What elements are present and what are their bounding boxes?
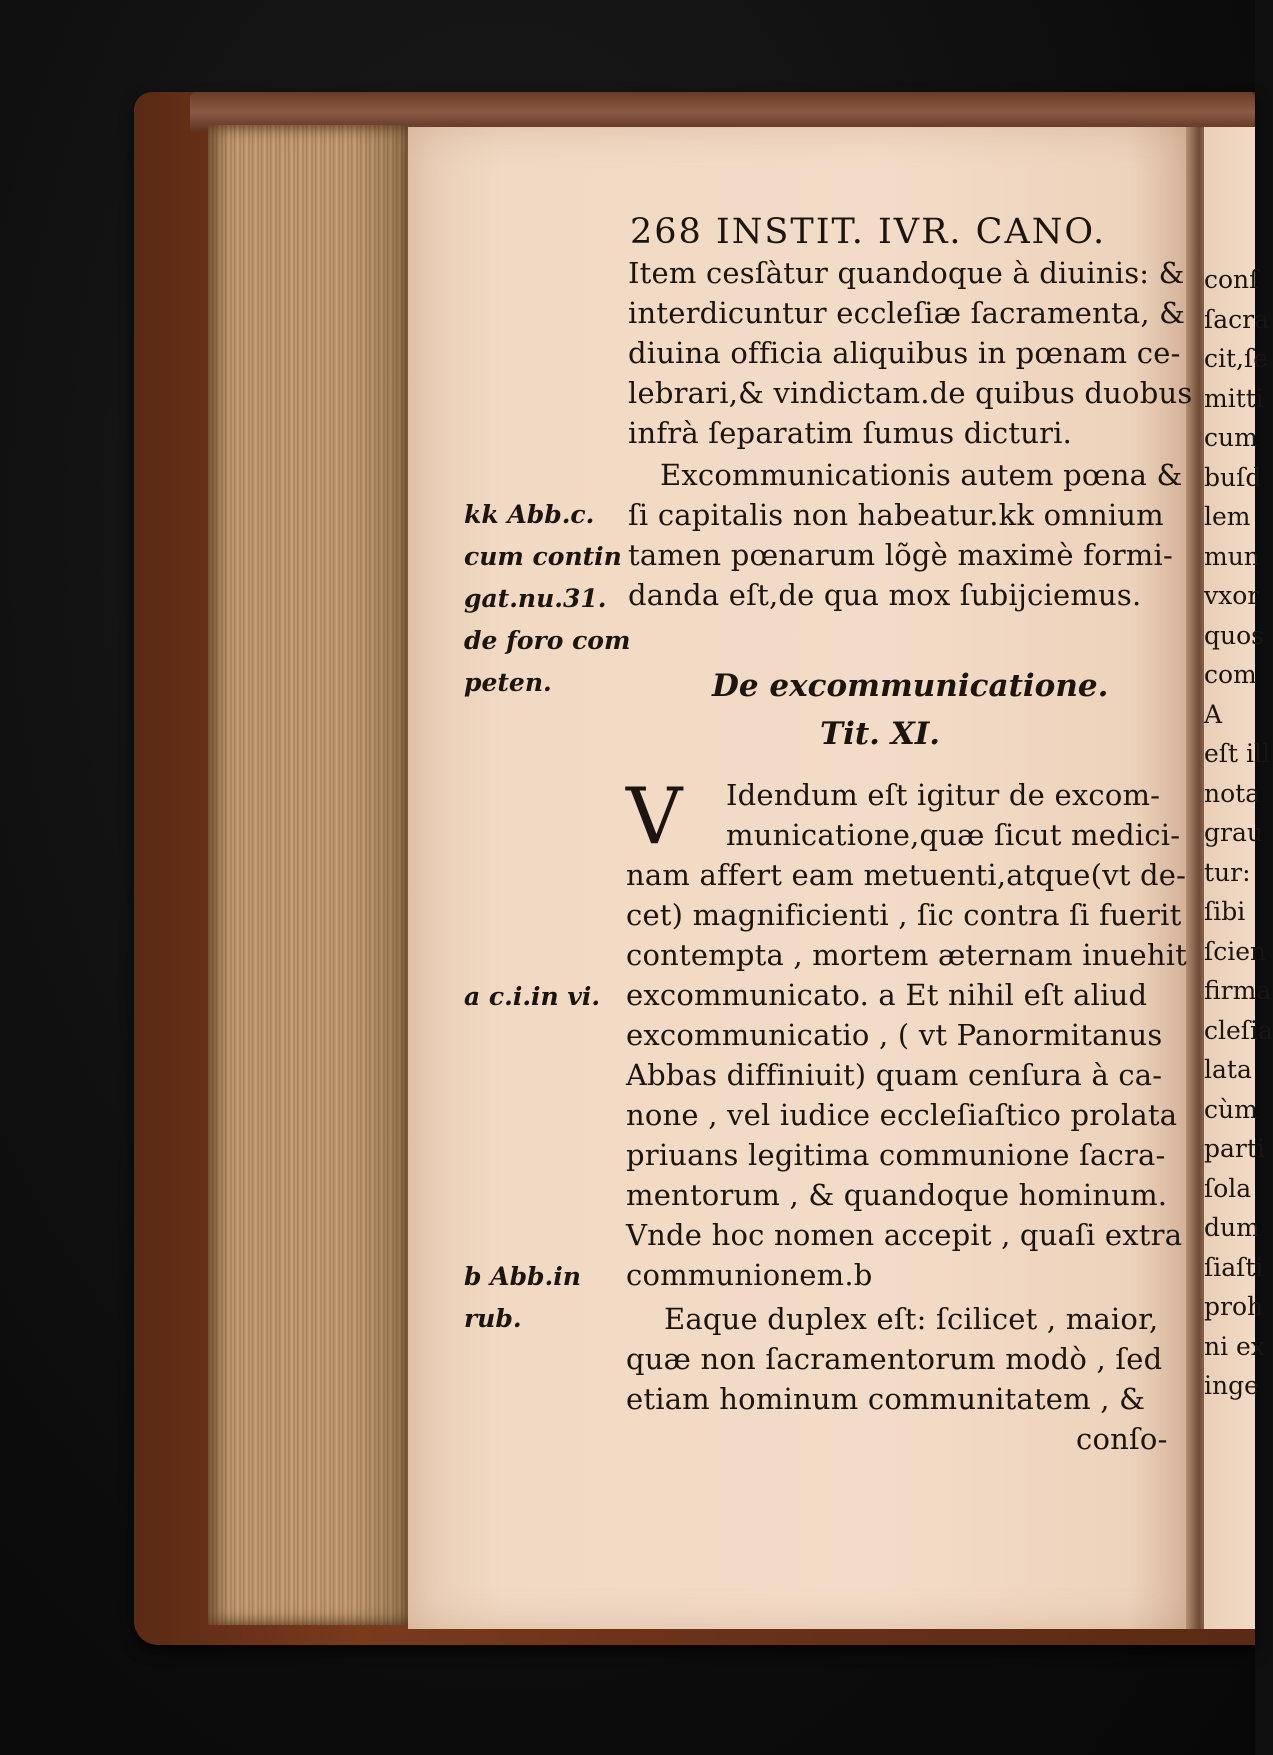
- text-line: Idendum eſt igitur de excom-: [726, 778, 1161, 812]
- margin-note: peten.: [464, 668, 552, 697]
- facing-page-line: mun: [1204, 541, 1260, 571]
- facing-page-line: A: [1204, 699, 1223, 729]
- text-line: Vnde hoc nomen accepit , quaſi extra: [626, 1218, 1183, 1252]
- running-header: 268 INSTIT. IVR. CANO.: [630, 212, 1107, 252]
- catchword: conſo-: [1076, 1422, 1168, 1456]
- facing-page-line: cit,ſe: [1204, 344, 1269, 373]
- text-line: Item cesſàtur quandoque à diuinis: &: [628, 256, 1185, 290]
- facing-page-line: firma: [1204, 976, 1272, 1005]
- page-edge-shadow: [352, 125, 412, 1625]
- facing-page: [1204, 127, 1273, 1629]
- text-line: contempta , mortem æternam inuehit: [626, 938, 1188, 972]
- facing-page-line: ſola: [1204, 1173, 1252, 1203]
- section-title: De excommunicatione.: [712, 668, 1109, 704]
- margin-note: kk Abb.c.: [464, 500, 595, 529]
- facing-page-line: ſiaſti: [1204, 1252, 1264, 1282]
- text-line: quæ non ſacramentorum modò , ſed: [626, 1342, 1163, 1376]
- facing-page-line: ni ex: [1204, 1331, 1265, 1361]
- facing-page-line: lata: [1204, 1055, 1252, 1084]
- text-line: communionem.b: [626, 1258, 873, 1292]
- text-line: tamen pœnarum lõgè maximè formi-: [628, 538, 1173, 572]
- facing-page-line: cùm: [1204, 1094, 1258, 1124]
- text-line: danda eſt,de qua mox ſubijciemus.: [628, 578, 1142, 612]
- margin-note: a c.i.in vi.: [464, 982, 601, 1011]
- margin-note: de foro com: [464, 626, 631, 655]
- text-line: diuina officia aliquibus in pœnam ce-: [628, 336, 1181, 370]
- facing-page-line: cleſia: [1204, 1015, 1273, 1045]
- text-line: municatione,quæ ſicut medici-: [726, 818, 1181, 852]
- facing-page-line: ſcien: [1204, 936, 1267, 966]
- facing-page-line: conſ: [1204, 265, 1259, 294]
- margin-note: cum contin: [464, 542, 622, 571]
- text-line: cet) magnificienti , ſic contra ſi fuerit: [626, 898, 1182, 932]
- text-line: priuans legitima communione ſacra-: [626, 1138, 1166, 1172]
- margin-note: b Abb.in: [464, 1262, 581, 1291]
- facing-page-line: inge: [1204, 1371, 1259, 1400]
- text-line: Excommunicationis autem pœna &: [660, 458, 1183, 492]
- text-line: mentorum , & quandoque hominum.: [626, 1178, 1168, 1212]
- margin-note: gat.nu.31.: [464, 584, 607, 613]
- facing-page-line: grau: [1204, 818, 1263, 847]
- text-line: interdicuntur eccleſiæ ſacramenta, &: [628, 296, 1186, 330]
- facing-page-line: mitti: [1204, 383, 1264, 413]
- text-line: Abbas diffiniuit) quam cenſura à ca-: [626, 1058, 1163, 1092]
- facing-page-line: parti: [1204, 1134, 1265, 1163]
- facing-page-line: ſacra: [1204, 304, 1270, 334]
- facing-page-line: lem: [1204, 502, 1251, 531]
- facing-page-line: com: [1204, 660, 1257, 689]
- facing-page-line: vxor: [1204, 581, 1260, 610]
- text-line: etiam hominum communitatem , &: [626, 1382, 1146, 1416]
- facing-page-line: quos: [1204, 620, 1264, 650]
- facing-page-line: buſd: [1204, 462, 1262, 492]
- text-line: infrà ſeparatim ſumus dicturi.: [628, 416, 1073, 450]
- text-line: lebrari,& vindictam.de quibus duobus: [628, 376, 1193, 410]
- facing-page-line: tur:: [1204, 857, 1251, 887]
- text-line: none , vel iudice eccleſiaſtico prolata: [626, 1098, 1178, 1132]
- facing-page-line: dum: [1204, 1213, 1260, 1242]
- text-line: Eaque duplex eſt: ſcilicet , maior,: [664, 1302, 1159, 1336]
- facing-page-line: eſt ill: [1204, 739, 1271, 768]
- facing-page-line: proh: [1204, 1292, 1264, 1321]
- facing-page-line: nota: [1204, 778, 1261, 808]
- facing-page-line: cum: [1204, 423, 1258, 452]
- facing-page-line: ſibi: [1204, 897, 1246, 926]
- text-line: nam affert eam metuenti,atque(vt de-: [626, 858, 1187, 892]
- drop-cap: V: [626, 772, 683, 862]
- section-subtitle: Tit. XI.: [820, 716, 941, 752]
- text-line: excommunicatio , ( vt Panormitanus: [626, 1018, 1163, 1052]
- text-line: ſi capitalis non habeatur.kk omnium: [628, 498, 1164, 532]
- margin-note: rub.: [464, 1304, 522, 1333]
- text-line: excommunicato. a Et nihil eſt aliud: [626, 978, 1148, 1012]
